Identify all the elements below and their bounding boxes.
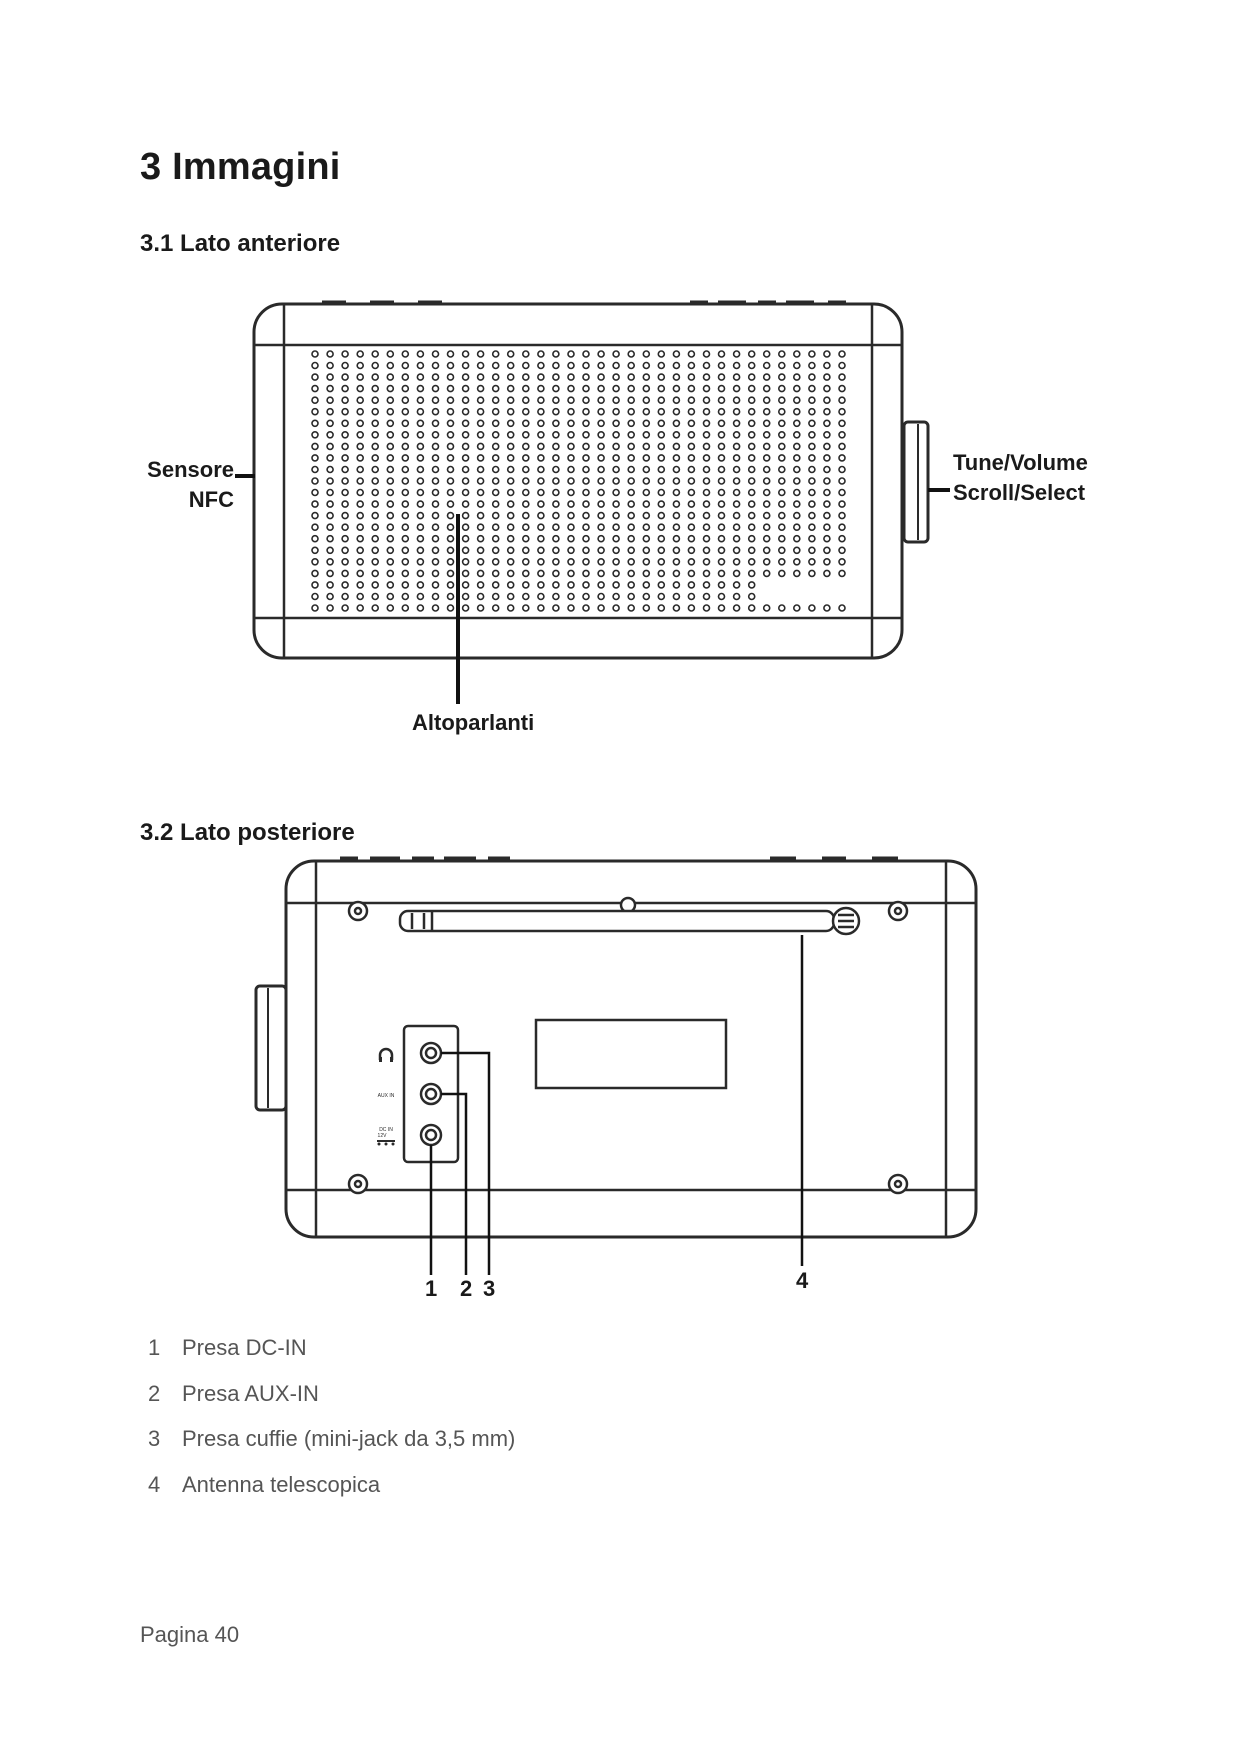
- callout-number-4: 4: [796, 1268, 809, 1293]
- legend-item: [148, 1424, 515, 1470]
- rear-label-plate: [536, 1020, 726, 1088]
- dc-in-label-line1: DC IN: [379, 1127, 393, 1133]
- callout-number-1: 1: [425, 1276, 438, 1301]
- callout-tune-line1: Tune/Volume: [953, 450, 1088, 475]
- legend-item-number: 4: [148, 1471, 161, 1497]
- section-title-rear: 3.2 Lato posteriore: [140, 819, 355, 846]
- dc-polarity-icon: [377, 1140, 395, 1146]
- telescopic-antenna: [400, 908, 859, 934]
- page-heading: 3 Immagini: [140, 146, 341, 188]
- legend-item: [148, 1470, 515, 1516]
- callout-nfc-line1: Sensore: [147, 457, 234, 482]
- callout-number-3: 3: [483, 1276, 496, 1301]
- callout-tune-line2: Scroll/Select: [953, 480, 1086, 505]
- legend-item: [148, 1333, 515, 1379]
- legend-item-text: Presa AUX-IN: [182, 1380, 319, 1406]
- page-number: Pagina 40: [140, 1622, 240, 1647]
- legend-item-number: 3: [148, 1426, 161, 1451]
- component-legend: [148, 1333, 515, 1515]
- callout-nfc-line2: NFC: [188, 487, 234, 512]
- legend-item: [148, 1379, 515, 1425]
- callout-number-2: 2: [460, 1276, 473, 1301]
- dc-in-label-line2: 12V: [377, 1133, 387, 1139]
- aux-in-label: AUX IN: [377, 1093, 395, 1099]
- section-title-front: 3.1 Lato anteriore: [140, 230, 341, 257]
- legend-item-text: Antenna telescopica: [182, 1471, 381, 1497]
- legend-item-text: Presa cuffie (mini-jack da 3,5 mm): [182, 1426, 516, 1451]
- jacks: [421, 1043, 441, 1145]
- rear-tune-knob: [256, 986, 286, 1110]
- legend-item-number: 1: [148, 1335, 161, 1360]
- callout-speaker: Altoparlanti: [412, 710, 535, 735]
- legend-item-text: Presa DC-IN: [182, 1335, 307, 1360]
- legend-item-number: 2: [148, 1380, 161, 1406]
